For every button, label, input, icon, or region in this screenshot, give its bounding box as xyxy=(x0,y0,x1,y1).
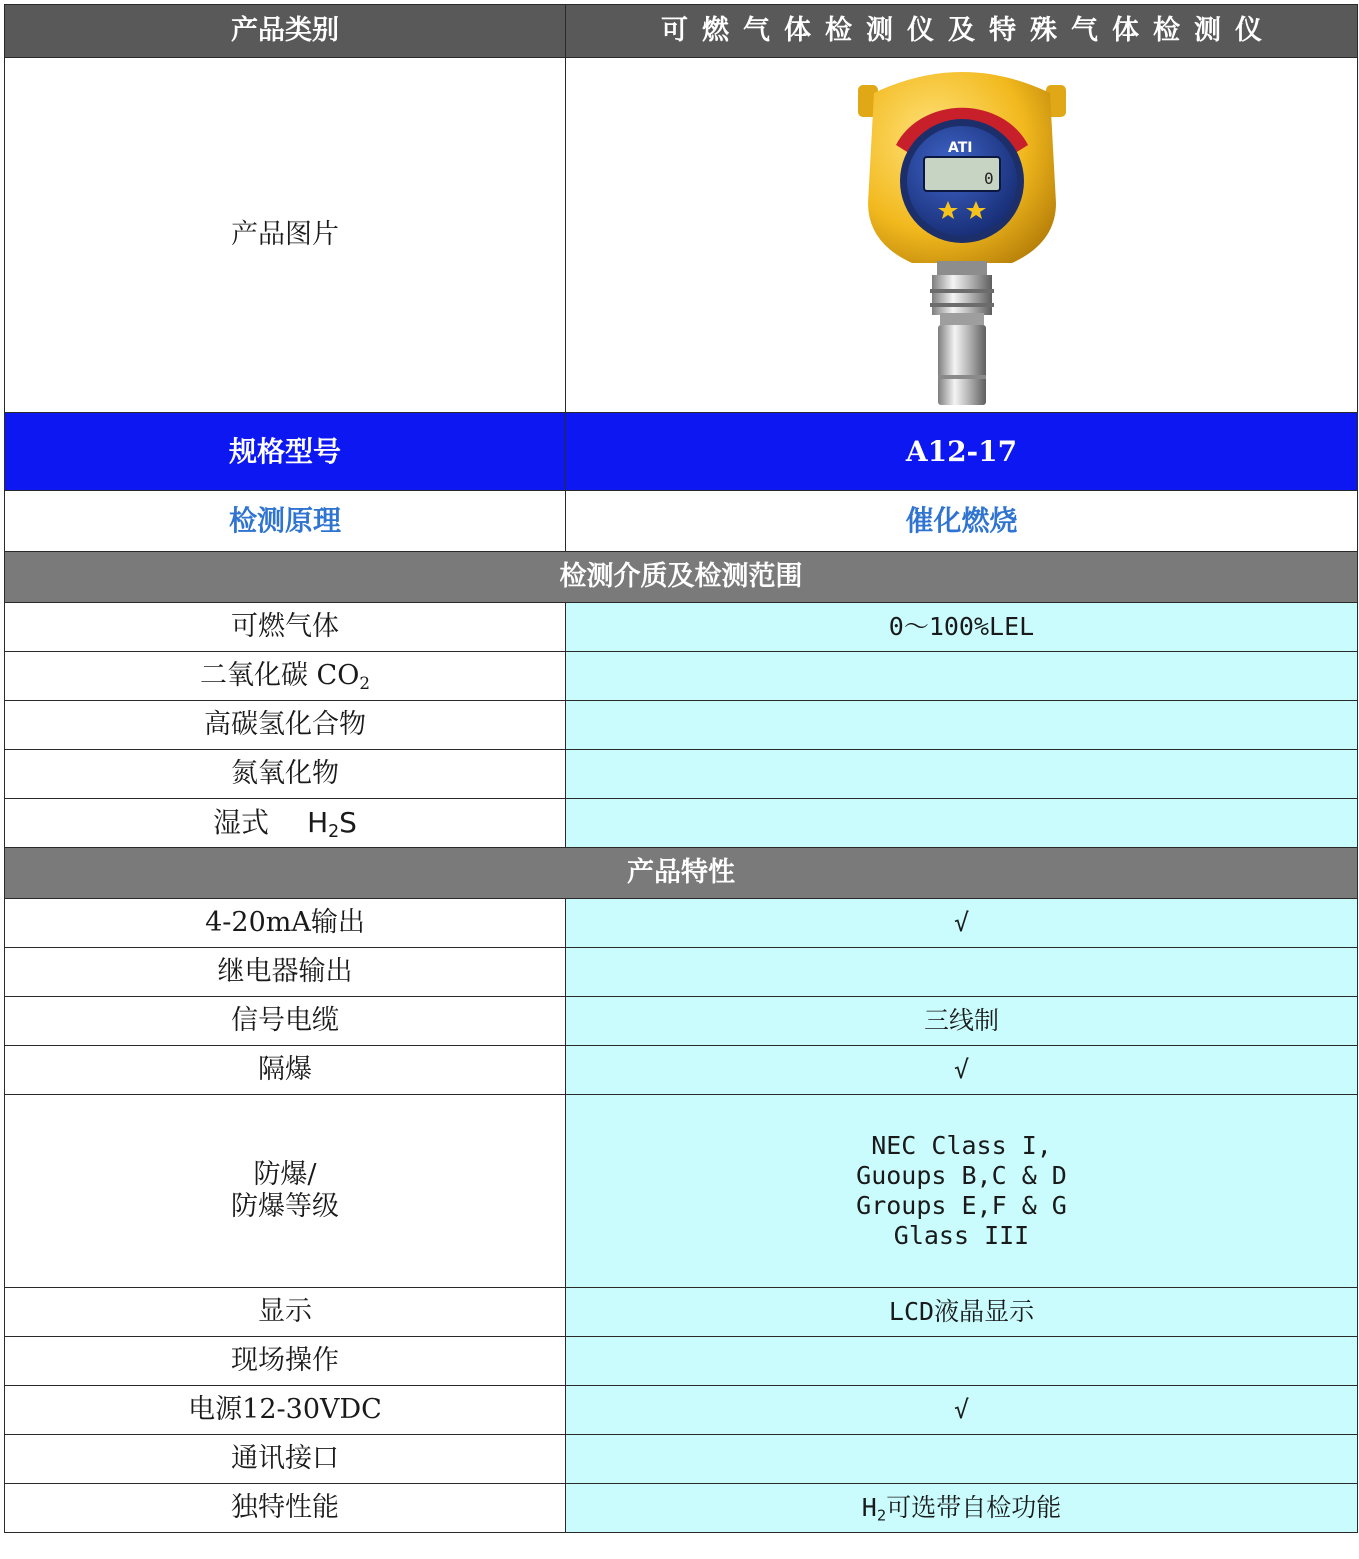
ranges-title: 检测介质及检测范围 xyxy=(5,552,1358,603)
table-row xyxy=(5,997,1358,1046)
row-value: √ xyxy=(566,899,1358,948)
row-value: √ xyxy=(566,1386,1358,1435)
product-image-cell xyxy=(566,58,1358,413)
row-label: 信号电缆 xyxy=(5,997,566,1046)
row-value xyxy=(566,799,1358,848)
row-value xyxy=(566,1435,1358,1484)
row-value: 三线制 xyxy=(566,997,1358,1046)
row-label: 防爆/ 防爆等级 xyxy=(5,1095,566,1288)
table-row xyxy=(5,750,1358,799)
row-label: 电源12-30VDC xyxy=(5,1386,566,1435)
table-row xyxy=(5,1484,1358,1533)
row-label: 4-20mA输出 xyxy=(5,899,566,948)
row-label: 继电器输出 xyxy=(5,948,566,997)
row-label: 通讯接口 xyxy=(5,1435,566,1484)
principle-row xyxy=(5,491,1358,552)
row-label: 氮氧化物 xyxy=(5,750,566,799)
table-row xyxy=(5,1288,1358,1337)
category-row xyxy=(5,5,1358,58)
category-label: 产品类别 xyxy=(5,5,566,58)
row-label: 可燃气体 xyxy=(5,603,566,652)
row-value: $H_2$可选带自检功能 xyxy=(566,1484,1358,1533)
table-row xyxy=(5,603,1358,652)
image-row xyxy=(5,58,1358,413)
row-value: LCD液晶显示 xyxy=(566,1288,1358,1337)
table-row xyxy=(5,948,1358,997)
category-value: 可燃气体检测仪及特殊气体检测仪 xyxy=(566,5,1358,58)
row-label: 显示 xyxy=(5,1288,566,1337)
row-value xyxy=(566,750,1358,799)
row-value xyxy=(566,948,1358,997)
row-label: 高碳氢化合物 xyxy=(5,701,566,750)
table-row xyxy=(5,701,1358,750)
device-display-text: 0 xyxy=(983,168,994,188)
row-label: 隔爆 xyxy=(5,1046,566,1095)
table-row xyxy=(5,1386,1358,1435)
spec-table xyxy=(4,4,1358,1533)
table-row xyxy=(5,1337,1358,1386)
table-row xyxy=(5,799,1358,848)
gas-detector-device-image xyxy=(852,63,1072,408)
model-label: 规格型号 xyxy=(5,413,566,491)
table-row xyxy=(5,1435,1358,1484)
row-value: NEC Class I, Guoups B,C & D Groups E,F & G Glass III xyxy=(566,1095,1358,1288)
row-label: 湿式 $H_2S$ xyxy=(5,799,566,848)
table-row xyxy=(5,1095,1358,1288)
principle-value: 催化燃烧 xyxy=(566,491,1358,552)
row-label: 二氧化碳 $CO_2$ xyxy=(5,652,566,701)
table-row xyxy=(5,1046,1358,1095)
table-row xyxy=(5,652,1358,701)
image-label: 产品图片 xyxy=(5,58,566,413)
row-label: 独特性能 xyxy=(5,1484,566,1533)
row-value xyxy=(566,1337,1358,1386)
device-logo-text: ATI xyxy=(947,139,973,156)
table-row xyxy=(5,899,1358,948)
row-value xyxy=(566,701,1358,750)
principle-label: 检测原理 xyxy=(5,491,566,552)
row-value xyxy=(566,652,1358,701)
model-row xyxy=(5,413,1358,491)
features-title: 产品特性 xyxy=(5,848,1358,899)
row-label: 现场操作 xyxy=(5,1337,566,1386)
row-value: √ xyxy=(566,1046,1358,1095)
row-value: 0～100%LEL xyxy=(566,603,1358,652)
ranges-section-header xyxy=(5,552,1358,603)
model-value: A12-17 xyxy=(566,413,1358,491)
features-section-header xyxy=(5,848,1358,899)
